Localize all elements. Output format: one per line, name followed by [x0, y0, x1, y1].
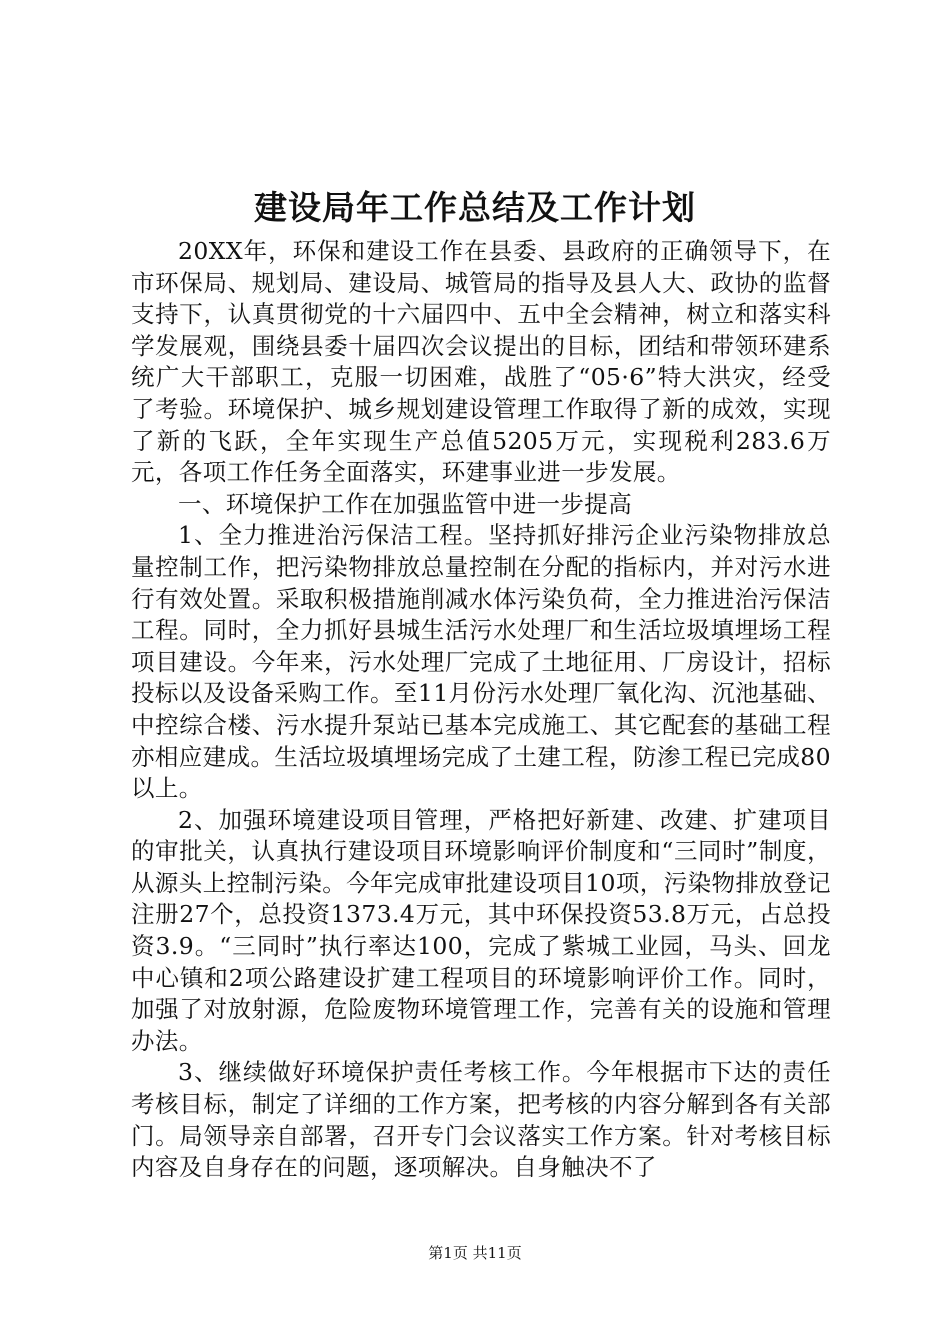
document-body	[131, 236, 831, 1184]
page-footer: 第1页 共11页	[428, 1244, 522, 1262]
paragraph-item-1: 1、全力推进治污保洁工程。坚持抓好排污企业污染物排放总量控制工作，把污染物排放总量控制在分配的指标内，并对污水进行有效处置。采取积极措施削减水体污染负荷，全力推进治污保洁工程。同时，全力抓好县城生活污水处理厂和生活垃圾填埋场工程项目建设。今年来，污水处理厂完成了土地征用、厂房设计，招标投标以及设备采购工作。至11月份污水处理厂氧化沟、沉池基础、中控综合楼、污水提升泵站已基本完成施工、其它配套的基础工程亦相应建成。生活垃圾填埋场完成了土建工程，防渗工程已完成80以上。	[131, 521, 831, 803]
document-title: 建设局年工作总结及工作计划	[254, 188, 696, 227]
section-heading-environment: 一、环境保护工作在加强监管中进一步提高	[178, 489, 633, 518]
paragraph-intro: 20XX年，环保和建设工作在县委、县政府的正确领导下，在市环保局、规划局、建设局、城管局的指导及县人大、政协的监督支持下，认真贯彻党的十六届四中、五中全会精神，树立和落实科学发展观，围绕县委十届四次会议提出的目标，团结和带领环建系统广大干部职工，克服一切困难，战胜了“05·6”特大洪灾，经受了考验。环境保护、城乡规划建设管理工作取得了新的成效，实现了新的飞跃，全年实现生产总值5205万元，实现税利283.6万元，各项工作任务全面落实，环建事业进一步发展。	[131, 237, 831, 487]
paragraph-item-2: 2、加强环境建设项目管理，严格把好新建、改建、扩建项目的审批关，认真执行建设项目环境影响评价制度和“三同时”制度，从源头上控制污染。今年完成审批建设项目10项，污染物排放登记注册27个，总投资1373.4万元，其中环保投资53.8万元，占总投资3.9。“三同时”执行率达100，完成了紫城工业园，马头、回龙中心镇和2项公路建设扩建工程项目的环境影响评价工作。同时，加强了对放射源，危险废物环境管理工作，完善有关的设施和管理办法。	[131, 805, 831, 1055]
paragraph-item-3: 3、继续做好环境保护责任考核工作。今年根据市下达的责任考核目标，制定了详细的工作方案，把考核的内容分解到各有关部门。局领导亲自部署，召开专门会议落实工作方案。针对考核目标内容及自身存在的问题，逐项解决。自身触决不了	[131, 1058, 831, 1182]
